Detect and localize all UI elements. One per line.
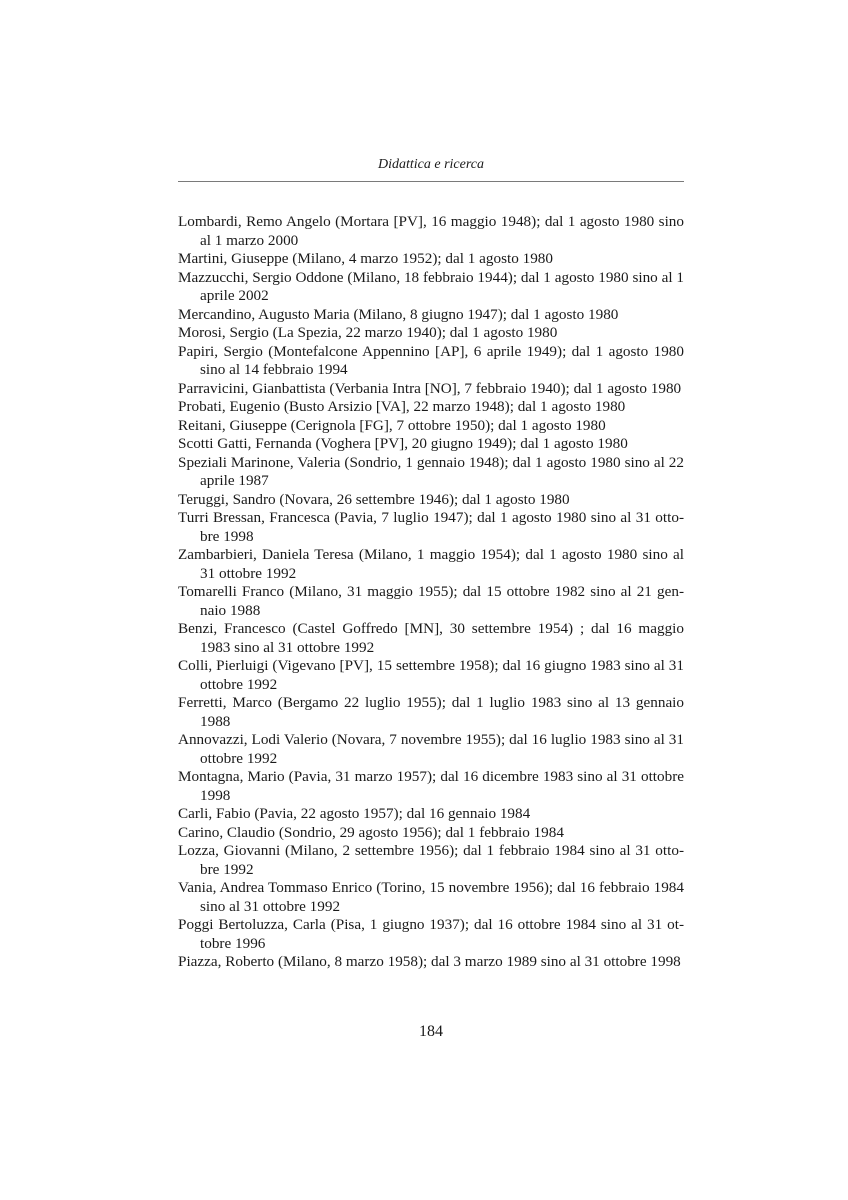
list-item: Lombardi, Remo Angelo (Mortara [PV], 16 maggio 1948); dal 1 agosto 1980 sino al 1 marzo 2000 <box>178 213 684 249</box>
running-head: Didattica e ricerca <box>377 157 484 172</box>
list-item: Benzi, Francesco (Castel Goffredo [MN], 30 settembre 1954) ; dal 16 maggio 1983 sino al 31 ottobre 1992 <box>178 620 684 656</box>
list-item: Zambarbieri, Daniela Teresa (Milano, 1 maggio 1954); dal 1 agosto 1980 sino al 31 ottobre 1992 <box>178 546 684 582</box>
entry-list <box>178 213 684 972</box>
list-item: Parravicini, Gianbattista (Verbania Intra [NO], 7 febbraio 1940); dal 1 agosto 1980 <box>178 379 682 397</box>
header-rule <box>178 181 684 182</box>
list-item: Mazzucchi, Sergio Oddone (Milano, 18 febbraio 1944); dal 1 agosto 1980 sino al 1 aprile 2002 <box>178 268 684 304</box>
list-item: Annovazzi, Lodi Valerio (Novara, 7 novembre 1955); dal 16 luglio 1983 sino al 31 ottobre 1992 <box>178 731 684 767</box>
list-item: Carli, Fabio (Pavia, 22 agosto 1957); dal 16 gennaio 1984 <box>178 805 531 822</box>
list-item: Colli, Pierluigi (Vigevano [PV], 15 settembre 1958); dal 16 giugno 1983 sino al 31 ottobre 1992 <box>178 657 684 693</box>
list-item: Probati, Eugenio (Busto Arsizio [VA], 22 marzo 1948); dal 1 agosto 1980 <box>178 398 626 415</box>
list-item: Teruggi, Sandro (Novara, 26 settembre 1946); dal 1 agosto 1980 <box>178 490 570 508</box>
list-item: Reitani, Giuseppe (Cerignola [FG], 7 ottobre 1950); dal 1 agosto 1980 <box>178 416 606 434</box>
list-item: Turri Bressan, Francesca (Pavia, 7 luglio 1947); dal 1 agosto 1980 sino al 31 ottobre 1998 <box>178 509 684 545</box>
list-item: Scotti Gatti, Fernanda (Voghera [PV], 20 giugno 1949); dal 1 agosto 1980 <box>178 435 628 452</box>
list-item: Piazza, Roberto (Milano, 8 marzo 1958); dal 3 marzo 1989 sino al 31 ottobre 1998 <box>178 953 681 970</box>
list-item: Vania, Andrea Tommaso Enrico (Torino, 15 novembre 1956); dal 16 febbraio 1984 sino al 31 ottobre 1992 <box>178 879 684 915</box>
list-item: Papiri, Sergio (Montefalcone Appennino [AP], 6 aprile 1949); dal 1 agosto 1980 sino al 14 febbraio 1994 <box>178 342 684 378</box>
list-item: Speziali Marinone, Valeria (Sondrio, 1 gennaio 1948); dal 1 agosto 1980 sino al 22 aprile 1987 <box>178 453 684 489</box>
list-item: Mercandino, Augusto Maria (Milano, 8 giugno 1947); dal 1 agosto 1980 <box>178 305 619 323</box>
list-item: Martini, Giuseppe (Milano, 4 marzo 1952); dal 1 agosto 1980 <box>178 250 553 267</box>
list-item: Poggi Bertoluzza, Carla (Pisa, 1 giugno 1937); dal 16 ottobre 1984 sino al 31 ottobre 1996 <box>178 916 684 952</box>
list-item: Montagna, Mario (Pavia, 31 marzo 1957); dal 16 dicembre 1983 sino al 31 ottobre 1998 <box>178 768 684 804</box>
list-item: Ferretti, Marco (Bergamo 22 luglio 1955); dal 1 luglio 1983 sino al 13 gennaio 1988 <box>178 694 684 730</box>
page-number: 184 <box>419 1023 443 1040</box>
list-item: Carino, Claudio (Sondrio, 29 agosto 1956); dal 1 febbraio 1984 <box>178 823 564 841</box>
list-item: Lozza, Giovanni (Milano, 2 settembre 1956); dal 1 febbraio 1984 sino al 31 ottobre 1992 <box>178 842 684 878</box>
list-item: Morosi, Sergio (La Spezia, 22 marzo 1940); dal 1 agosto 1980 <box>178 324 558 341</box>
list-item: Tomarelli Franco (Milano, 31 maggio 1955); dal 15 ottobre 1982 sino al 21 gennaio 1988 <box>178 583 684 619</box>
